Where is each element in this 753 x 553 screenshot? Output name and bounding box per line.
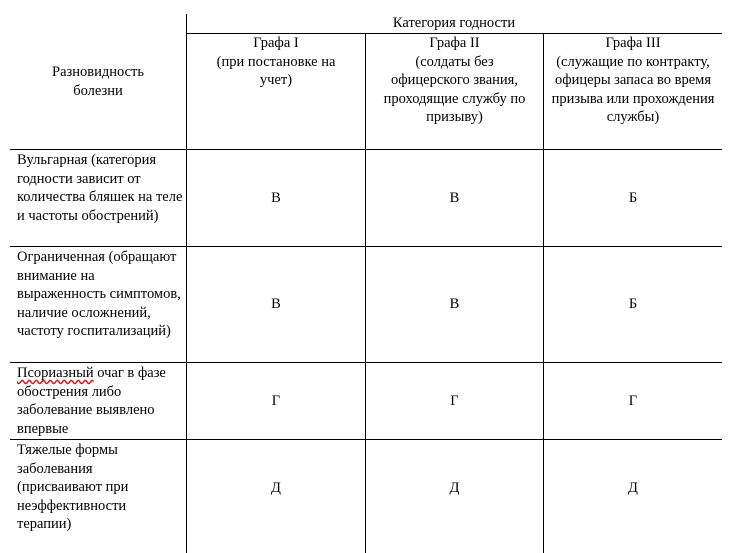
table-row-label [17,248,185,362]
table-cell [366,440,543,536]
row-2-label: Ограниченная (обращают внимание на выраженность симптомов, наличие осложнений, частоту госпитализаций) [17,249,181,339]
column-header-1 [187,34,365,149]
row-2-col-3-value: Б [628,296,638,313]
row-4-col-1-value: Д [271,479,281,496]
row-3-col-2-value: Г [450,392,459,409]
column-3-title: Графа III [605,35,661,51]
table-cell [366,363,543,439]
column-2-title: Графа II [429,35,480,51]
table-cell [187,363,365,439]
table-row-label [17,364,185,439]
table-cell [187,440,365,536]
table-cell [187,247,365,362]
column-1-subtitle: (при постановке на учет) [216,53,336,88]
row-1-col-2-value: В [449,189,460,206]
row-1-col-3-value: Б [628,189,638,206]
row-4-col-2-value: Д [449,479,460,496]
table-cell [544,440,722,536]
row-3-col-3-value: Г [628,392,638,409]
row-3-label-rest: очаг в фазе обострения либо заболевание выявлено впервые [17,365,166,437]
row-header-label: Разновидность болезни [52,64,144,99]
group-header-label: Категория годности [392,15,516,32]
column-1-title: Графа I [253,35,299,51]
row-2-col-2-value: В [449,296,460,313]
row-4-col-3-value: Д [628,479,638,496]
table-cell [544,247,722,362]
column-header-3 [544,34,722,149]
row-2-col-1-value: В [271,296,281,313]
row-3-label-first-word: Псориазный [17,365,94,381]
row-3-col-1-value: Г [271,392,281,409]
column-header-2 [366,34,543,149]
table-row-label [17,441,185,553]
table-cell [544,363,722,439]
column-2-subtitle: (солдаты без офицерского звания, проходящие службу по призыву) [383,53,526,125]
row-1-col-1-value: В [271,189,281,206]
table-row-label [17,151,185,246]
row-3-label [17,364,183,438]
row-header-cell [10,14,186,149]
table-cell [366,247,543,362]
row-1-label: Вульгарная (категория годности зависит от количества бляшек на теле и частоты обострений) [17,152,183,224]
table-cell [544,150,722,246]
table-cell [366,150,543,246]
row-4-label: Тяжелые формы заболевания (присваивают при неэффективности терапии) [17,442,129,532]
group-header-cell [186,14,722,33]
table-cell [187,150,365,246]
column-3-subtitle: (служащие по контракту, офицеры запаса во время призыва или прохождения службы) [551,53,715,125]
